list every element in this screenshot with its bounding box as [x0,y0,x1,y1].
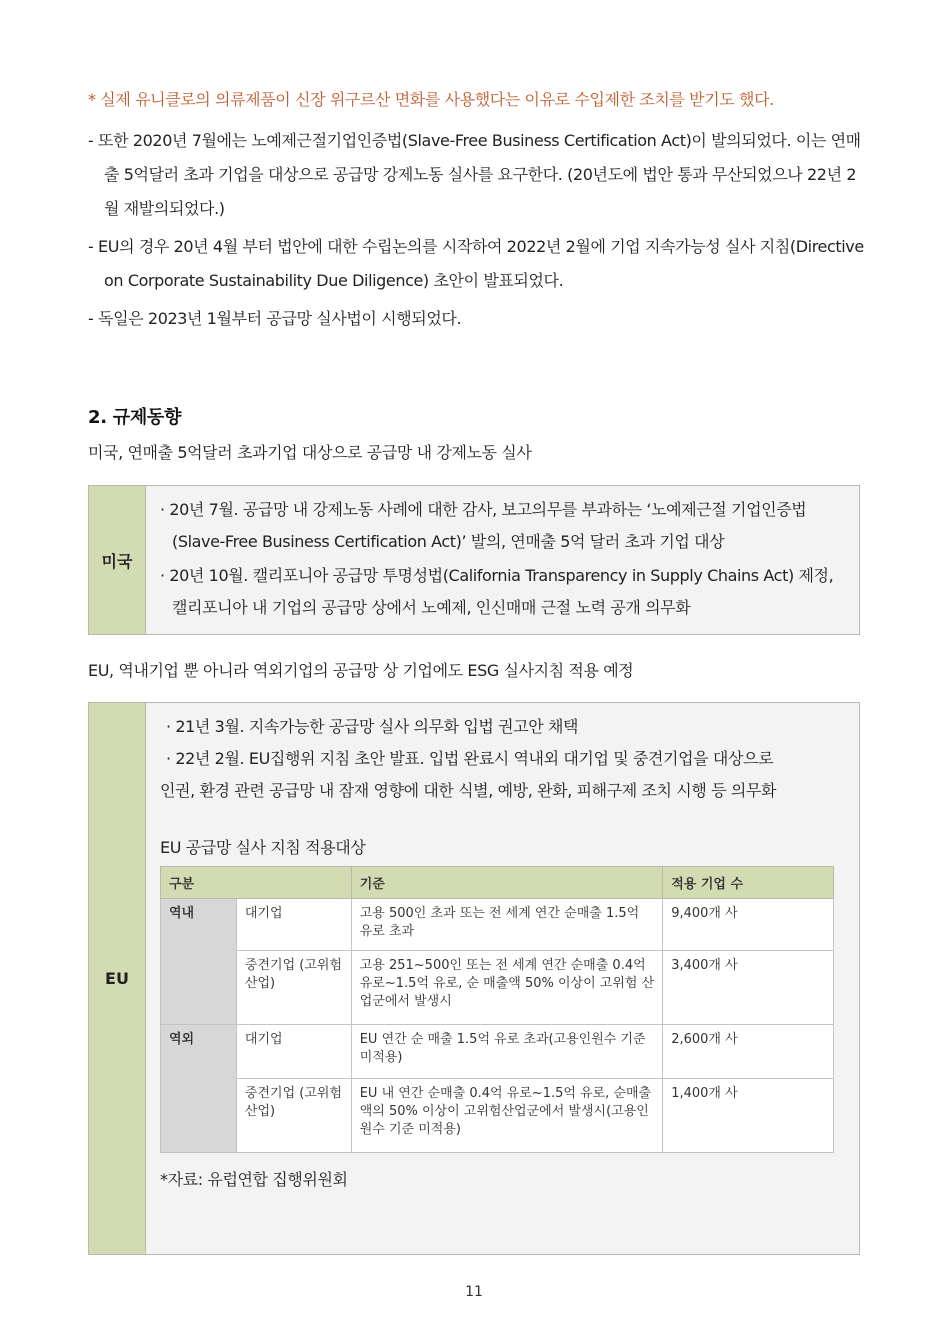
section-title: 2. 규제동향 [88,407,182,428]
table-cell: 9,400개 사 [663,899,834,951]
eu-item: · 22년 2월. EU집행위 지침 초안 발표. 입법 완료시 역내외 대기업 및 중견기업을 대상으로 [166,749,774,768]
table-cell: 고용 251~500인 또는 전 세계 연간 순매출 0.4억유로~1.5억 유로, 순 매출액 50% 이상이 고위험 산업군에서 발생시 [351,951,663,1025]
table-cell: 1,400개 사 [663,1079,834,1153]
us-item: · 20년 10월. 캘리포니아 공급망 투명성법(California Transparency in Supply Chains Act) 제정, 캘리포니아 내 기업의 공급망 상에서 노예제, 인신매매 근절 노력 공개 의무화 [160,566,834,617]
bullet-item: - 또한 2020년 7월에는 노예제근절기업인증법(Slave-Free Business Certification Act)이 발의되었다. 이는 연매출 5억달러 초과 기업을 대상으로 공급망 강제노동 실사를 요구한다. (20년도에 법안 통과 무산되었으나 22년 2월 재발의되었다.) [88,131,861,218]
eu-item-continuation: 인권, 환경 관련 공급망 내 잠재 영향에 대한 식별, 예방, 완화, 피해구제 조치 시행 등 의무화 [160,781,776,800]
table-row [161,951,834,1025]
table-cell: EU 연간 순 매출 1.5억 유로 초과(고용인원수 기준 미적용) [351,1025,663,1079]
eu-regulation-box [88,702,860,1255]
bullet-item: - EU의 경우 20년 4월 부터 법안에 대한 수립논의를 시작하여 2022년 2월에 기업 지속가능성 실사 지침(Directive on Corporate Sustainability Due Diligence) 초안이 발표되었다. [88,237,864,290]
eu-scope-table [160,866,834,1153]
us-regulation-box [88,485,860,635]
table-group-cell: 역내 [161,899,237,1025]
table-cell: 대기업 [236,899,351,951]
eu-table-title: EU 공급망 실사 지침 적용대상 [160,838,366,857]
page-number: 11 [465,1284,483,1300]
table-row [161,1079,834,1153]
table-header: 적용 기업 수 [663,867,834,899]
table-cell: 2,600개 사 [663,1025,834,1079]
us-item: · 20년 7월. 공급망 내 강제노동 사례에 대한 감사, 보고의무를 부과하는 ‘노예제근절 기업인증법(Slave-Free Business Certification Act)’ 발의, 연매출 5억 달러 초과 기업 대상 [160,500,807,551]
table-source: *자료: 유럽연합 집행위원회 [160,1170,348,1189]
eu-subtitle: EU, 역내기업 뿐 아니라 역외기업의 공급망 상 기업에도 ESG 실사지침 적용 예정 [88,661,634,680]
eu-label: EU [89,703,146,1254]
table-cell: 고용 500인 초과 또는 전 세계 연간 순매출 1.5억 유로 초과 [351,899,663,951]
table-cell: 중견기업 (고위험산업) [236,951,351,1025]
eu-box-body [146,703,859,1254]
table-header: 구분 [161,867,352,899]
us-label: 미국 [89,486,146,634]
red-footnote: * 실제 유니클로의 의류제품이 신장 위구르산 면화를 사용했다는 이유로 수입제한 조치를 받기도 했다. [88,90,774,109]
table-cell: EU 내 연간 순매출 0.4억 유로~1.5억 유로, 순매출액의 50% 이상이 고위험산업군에서 발생시(고용인원수 기준 미적용) [351,1079,663,1153]
table-cell: 중견기업 (고위험산업) [236,1079,351,1153]
table-cell: 3,400개 사 [663,951,834,1025]
bullet-list [88,124,868,340]
table-cell: 대기업 [236,1025,351,1079]
us-subtitle: 미국, 연매출 5억달러 초과기업 대상으로 공급망 내 강제노동 실사 [88,443,532,462]
table-row [161,899,834,951]
bullet-item: - 독일은 2023년 1월부터 공급망 실사법이 시행되었다. [88,309,462,328]
table-header: 기준 [351,867,663,899]
us-box-body [146,486,859,634]
table-header-row [161,867,834,899]
table-row [161,1025,834,1079]
table-group-cell: 역외 [161,1025,237,1153]
eu-item: · 21년 3월. 지속가능한 공급망 실사 의무화 입법 권고안 채택 [166,717,579,736]
